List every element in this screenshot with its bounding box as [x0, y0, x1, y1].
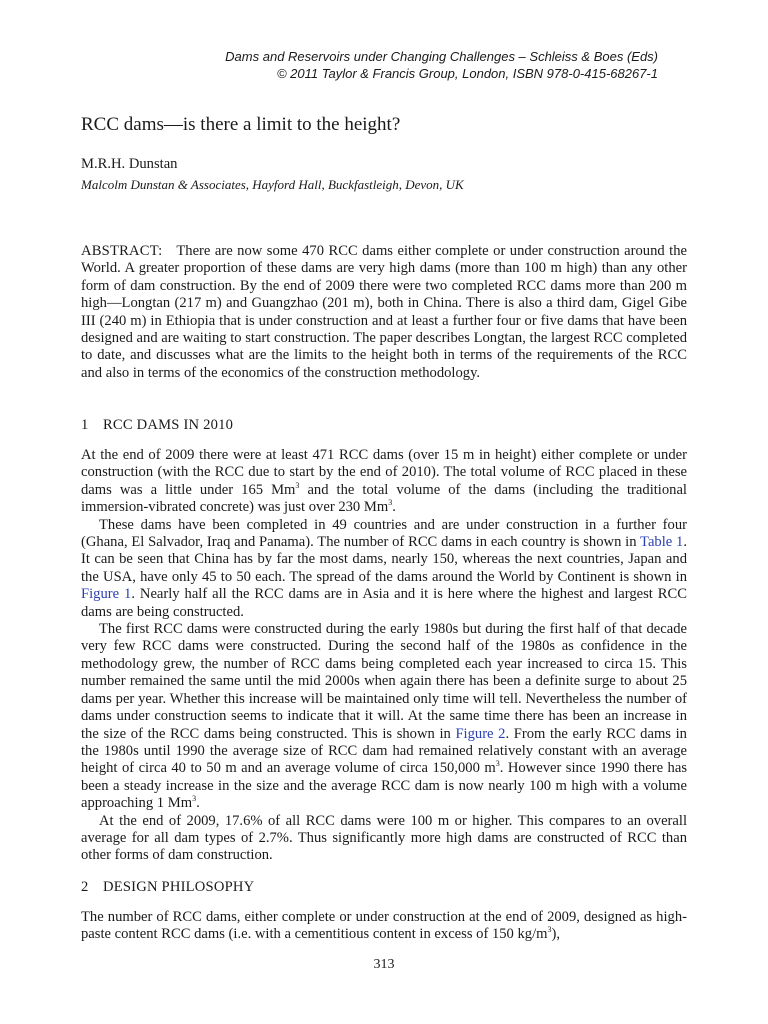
table-1-link[interactable]: Table 1	[640, 534, 684, 551]
abstract	[81, 243, 687, 382]
section-1-paragraph-1	[81, 447, 687, 517]
section-1-number: 1	[81, 417, 89, 433]
section-1-paragraph-2	[81, 517, 687, 621]
text-run: .	[392, 499, 396, 516]
text-run: The first RCC dams were constructed during the early 1980s but during the first half of that decade very few RCC dams were constructed. During the second half of the 1980s as confidence in the methodology grew, the number of RCC dams being completed each year increased to circa 15. This number remained the same until the mid 2000s when again there has been a definite surge to about 25 dams per year. Whether this increase will be maintained only time will tell. Nevertheless the number of dams under construction seems to indicate that it will. At the same time there has been an increase in the size of the RCC dams being constructed. This is shown in	[81, 621, 687, 742]
section-2-number: 2	[81, 879, 89, 895]
abstract-paragraph	[81, 243, 687, 382]
figure-1-link[interactable]: Figure 1	[81, 586, 132, 603]
text-run: These dams have been completed in 49 countries and are under construction in a further four (Ghana, El Salvador, Iraq and Panama). The number of RCC dams in each country is shown in	[81, 516, 687, 551]
text-run: . It can be seen that China has by far the most dams, nearly 150, whereas the next countries, Japan and the USA, have only 45 to 50 each. The spread of the dams around the World by Continent is shown in	[81, 534, 687, 585]
section-1-body	[81, 447, 687, 865]
section-1-paragraph-4: At the end of 2009, 17.6% of all RCC dams were 100 m or higher. This compares to an overall average for all dam types of 2.7%. Thus significantly more high dams are constructed of RCC than other forms of dam construction.	[81, 812, 687, 864]
section-1-title: RCC DAMS IN 2010	[103, 417, 234, 433]
text-run: . However since 1990 there has been a steady increase in the size and the average RCC dam is now nearly 100 m high with a volume approaching 1 Mm	[81, 760, 687, 812]
superscript: 3	[547, 925, 552, 935]
figure-2-link[interactable]: Figure 2	[455, 725, 506, 742]
text-run: ),	[551, 926, 561, 943]
text-run: At the end of 2009 there were at least 471 RCC dams (over 15 m in height) either complete or under construction (with the RCC due to start by the end of 2010). The total volume of RCC placed in these dams was a little under 165 Mm	[81, 447, 687, 498]
section-2-heading	[81, 879, 254, 896]
running-head-line-1: Dams and Reservoirs under Changing Challenges – Schleiss & Boes (Eds)	[225, 49, 658, 64]
paper-title: RCC dams—is there a limit to the height?	[81, 114, 401, 135]
section-2-body	[81, 909, 687, 944]
author-affiliation: Malcolm Dunstan & Associates, Hayford Hall, Buckfastleigh, Devon, UK	[81, 177, 464, 192]
superscript: 3	[495, 759, 500, 769]
text-run: . From the early RCC dams in the 1980s until 1990 the average size of RCC dam had remained relatively constant with an average height of circa 40 to 50 m and an average volume of circa 150,000 m	[81, 725, 687, 777]
section-2-title: DESIGN PHILOSOPHY	[103, 879, 255, 895]
text-run: and the total volume of the dams (including the traditional immersion-vibrated concrete) was just over 230 Mm	[81, 481, 687, 516]
section-1-heading	[81, 417, 233, 434]
text-run: .	[196, 795, 200, 812]
text-run: The number of RCC dams, either complete or under construction at the end of 2009, designed as high-paste content RCC dams (i.e. with a cementitious content in excess of 150 kg/m	[81, 909, 687, 943]
section-1-paragraph-3	[81, 621, 687, 812]
superscript: 3	[388, 498, 393, 508]
abstract-text: There are now some 470 RCC dams either complete or under construction around the World. A greater proportion of these dams are very high dams (more than 100 m high) than any other form of dam construction. By the end of 2009 there were two completed RCC dams more than 200 m high—Longtan (217 m) and Guangzhao (201 m), both in China. There is also a third dam, Gigel Gibe III (240 m) in Ethiopia that is under construction and at least a further four or five dams that have been designed and are waiting to start construction. The paper describes Longtan, the largest RCC completed to date, and discusses what are the limits to the height both in terms of the requirements of the RCC and also in terms of the economics of the construction methodology.	[81, 243, 687, 381]
text-run: . Nearly half all the RCC dams are in Asia and it is here where the highest and largest RCC dams are being constructed.	[81, 586, 687, 620]
superscript: 3	[192, 794, 197, 804]
running-head	[98, 48, 658, 82]
section-2-paragraph-1	[81, 909, 687, 944]
superscript: 3	[295, 480, 300, 490]
author-name: M.R.H. Dunstan	[81, 156, 178, 172]
running-head-line-2: © 2011 Taylor & Francis Group, London, ISBN 978-0-415-68267-1	[276, 66, 658, 81]
abstract-label: ABSTRACT:	[81, 243, 163, 259]
page-number: 313	[373, 957, 395, 972]
